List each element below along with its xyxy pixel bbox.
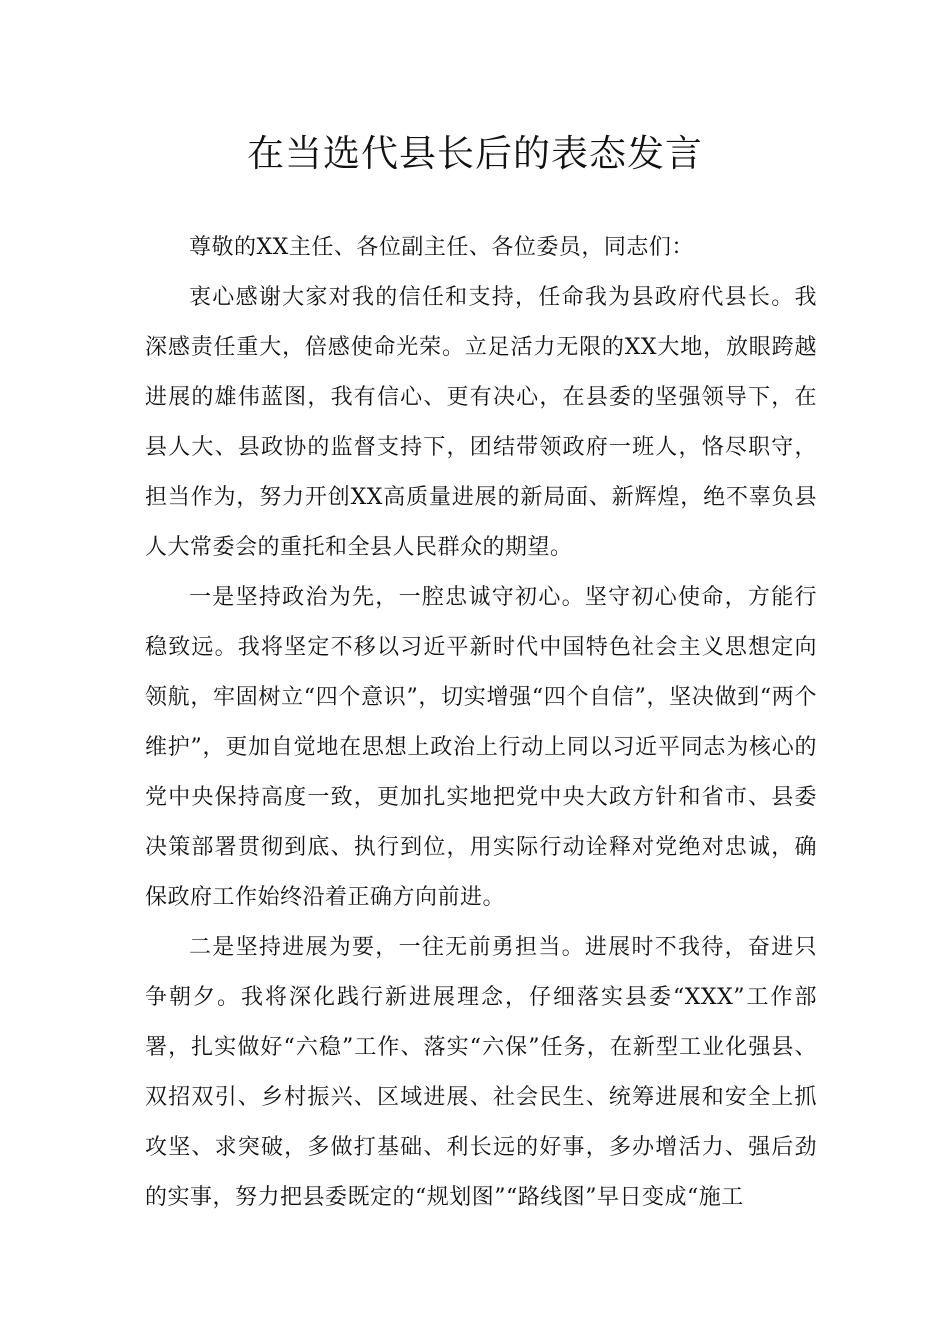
- paragraph-thanks: 衷心感谢大家对我的信任和支持，任命我为县政府代县长。我深感责任重大，倍感使命光荣。立足活力无限的XX大地，放眼跨越进展的雄伟蓝图，我有信心、更有决心，在县委的坚强领导下，在县人大、县政协的监督支持下，团结带领政府一班人，恪尽职守，担当作为，努力开创XX高质量进展的新局面、新辉煌，绝不辜负县人大常委会的重托和全县人民群众的期望。: [145, 285, 817, 560]
- document-title: 在当选代县长后的表态发言: [247, 132, 703, 175]
- paragraph-point-one: 一是坚持政治为先，一腔忠诚守初心。坚守初心使命，方能行稳致远。我将坚定不移以习近平新时代中国特色社会主义思想定向领航，牢固树立“四个意识”，切实增强“四个自信”，坚决做到“两个维护”，更加自觉地在思想上政治上行动上同以习近平同志为核心的党中央保持高度一致，更加扎实地把党中央大政方针和省市、县委决策部署贯彻到底、执行到位，用实际行动诠释对党绝对忠诚，确保政府工作始终沿着正确方向前进。: [145, 585, 817, 910]
- paragraph-point-two: 二是坚持进展为要，一往无前勇担当。进展时不我待，奋进只争朝夕。我将深化践行新进展理念，仔细落实县委“XXX”工作部署，扎实做好“六稳”工作、落实“六保”任务，在新型工业化强县、双招双引、乡村振兴、区域进展、社会民生、统筹进展和安全上抓攻坚、求突破，多做打基础、利长远的好事，多办增活力、强后劲的实事，努力把县委既定的“规划图”“路线图”早日变成“施工: [145, 935, 817, 1210]
- paragraph-greeting: 尊敬的XX主任、各位副主任、各位委员，同志们：: [189, 235, 694, 260]
- document-body: [145, 223, 817, 1223]
